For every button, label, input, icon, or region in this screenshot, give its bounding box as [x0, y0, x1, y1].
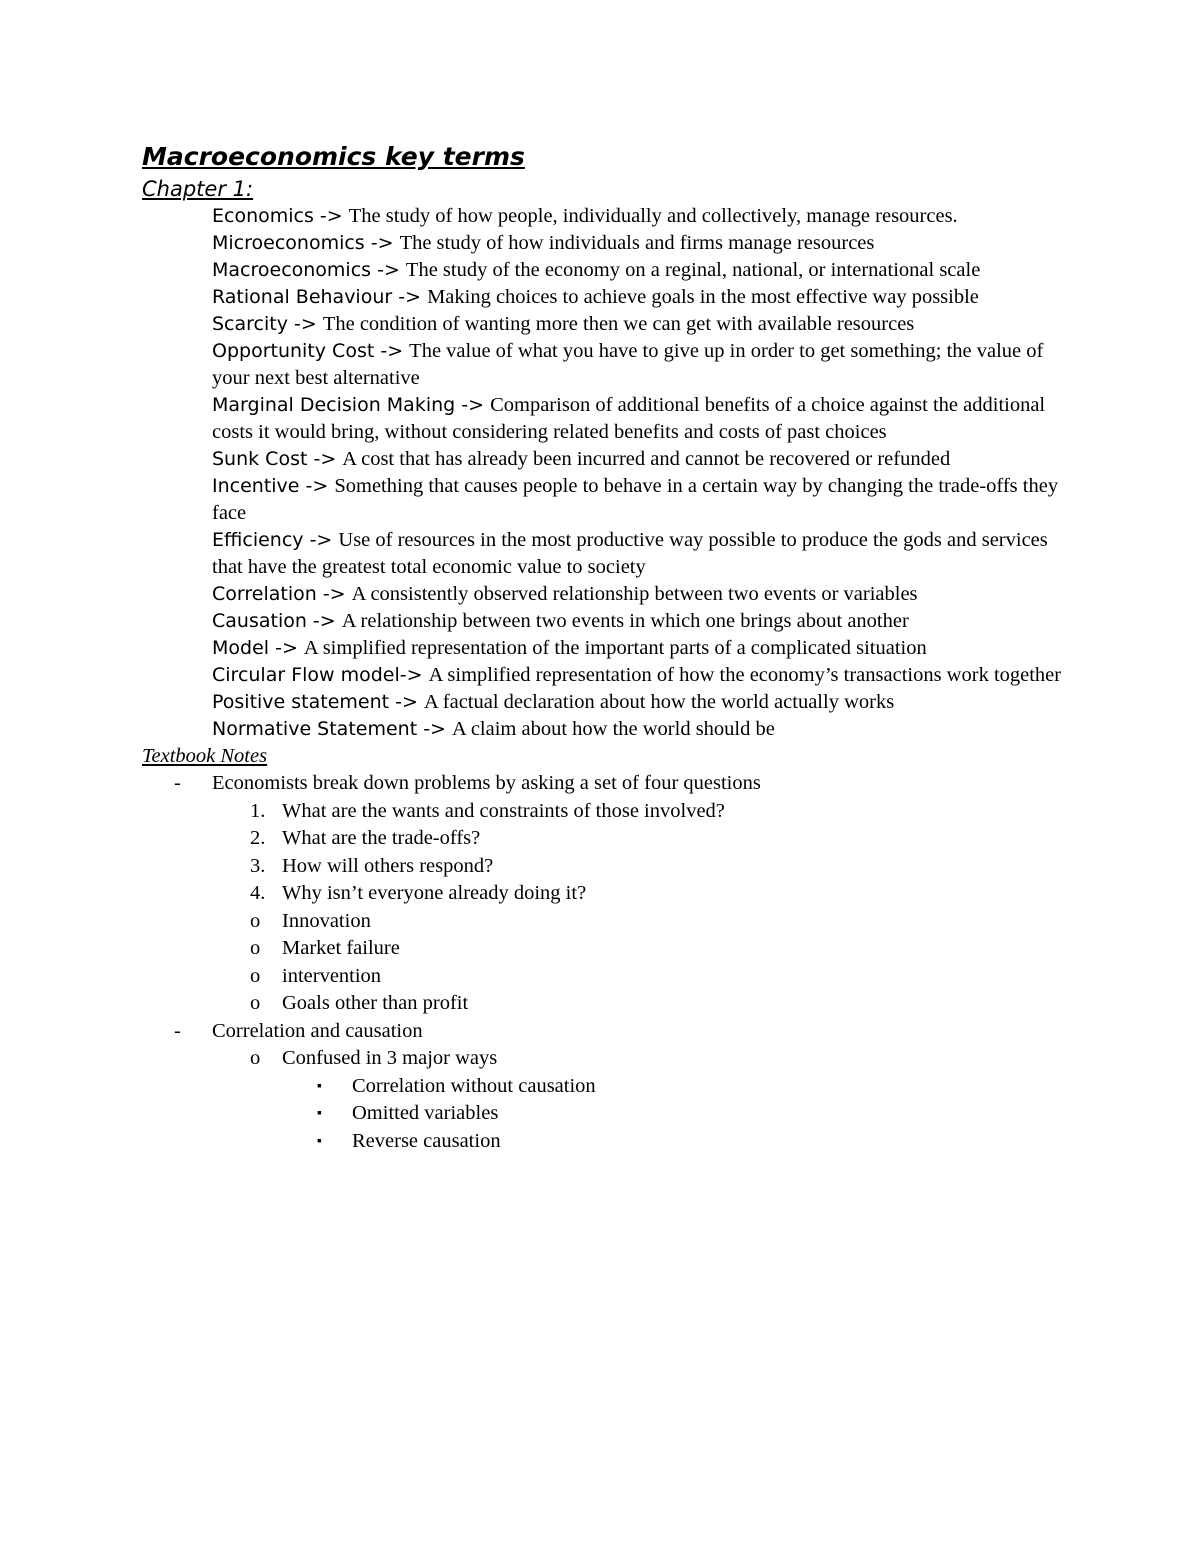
square-bullet: ▪	[317, 1078, 322, 1094]
document-title: Macroeconomics key terms	[142, 142, 525, 171]
term-entry	[212, 257, 1062, 284]
term-separator: ->	[307, 448, 343, 470]
term-entry	[212, 284, 1062, 311]
term-separator: ->	[364, 232, 400, 254]
numbered-item	[142, 825, 1062, 853]
dash-bullet: -	[174, 772, 181, 794]
list-item-text: Market failure	[282, 937, 400, 959]
term-definition: The study of how individuals and firms manage resources	[399, 232, 875, 254]
term-definition: A cost that has already been incurred and cannot be recovered or refunded	[342, 448, 951, 470]
term-definition: The study of the economy on a reginal, national, or international scale	[405, 259, 981, 281]
term-definition: Making choices to achieve goals in the most effective way possible	[427, 286, 979, 308]
textbook-notes-heading: Textbook Notes	[142, 745, 268, 767]
circle-bullet: o	[250, 937, 261, 959]
sub-sub-item	[142, 1100, 1062, 1128]
term-definition: The condition of wanting more then we can get with available resources	[322, 313, 915, 335]
term-separator: ->	[316, 583, 352, 605]
numbered-item	[142, 798, 1062, 826]
term-separator: ->	[287, 313, 323, 335]
term-name: Circular Flow model	[212, 664, 400, 686]
sub-sub-item	[142, 1073, 1062, 1101]
term-definition: A claim about how the world should be	[452, 718, 775, 740]
term-name: Efficiency	[212, 529, 304, 551]
sub-item	[142, 963, 1062, 991]
list-item-text: Innovation	[282, 909, 371, 932]
term-name: Correlation	[212, 583, 317, 605]
list-item	[142, 770, 1062, 798]
dash-bullet: -	[174, 1019, 181, 1042]
term-separator: ->	[299, 475, 335, 497]
term-separator: ->	[392, 286, 428, 308]
term-entry	[212, 716, 1062, 743]
sub-item	[142, 990, 1062, 1018]
term-entry	[212, 446, 1062, 473]
circle-bullet: o	[250, 909, 261, 932]
term-name: Rational Behaviour	[212, 286, 393, 308]
term-definition: The value of what you have to give up in order to get something; the value of your next best alternative	[212, 340, 1044, 389]
circle-bullet: o	[250, 1047, 261, 1069]
sub-item	[142, 1045, 1062, 1073]
document-content	[142, 138, 1062, 1155]
square-bullet: ▪	[317, 1133, 322, 1149]
term-separator: ->	[455, 394, 491, 416]
circle-bullet: o	[250, 964, 261, 987]
item-number: 3.	[250, 854, 266, 877]
list-item-text: Confused in 3 major ways	[282, 1047, 498, 1069]
term-definition: The study of how people, individually and collectively, manage resources.	[348, 205, 958, 227]
list-item-text: Omitted variables	[352, 1102, 499, 1124]
item-number: 1.	[250, 799, 266, 822]
term-name: Positive statement	[212, 691, 390, 713]
term-separator: ->	[399, 664, 429, 686]
term-entry	[212, 311, 1062, 338]
term-name: Incentive	[212, 475, 300, 497]
term-entry	[212, 662, 1062, 689]
term-name: Opportunity Cost	[212, 340, 375, 362]
item-number: 2.	[250, 827, 266, 849]
term-definition: A relationship between two events in which one brings about another	[341, 610, 909, 632]
term-name: Normative Statement	[212, 718, 418, 740]
term-name: Sunk Cost	[212, 448, 308, 470]
list-item-text: Reverse causation	[352, 1129, 501, 1152]
numbered-item	[142, 853, 1062, 881]
sub-sub-item	[142, 1128, 1062, 1156]
square-bullet: ▪	[317, 1106, 322, 1121]
term-entry	[212, 581, 1062, 608]
term-separator: ->	[417, 718, 453, 740]
term-entry	[212, 635, 1062, 662]
list-item-text: What are the wants and constraints of those involved?	[282, 799, 725, 822]
term-name: Causation	[212, 610, 307, 632]
term-name: Economics	[212, 205, 314, 227]
term-separator: ->	[303, 529, 339, 551]
term-separator: ->	[374, 340, 410, 362]
term-entry	[212, 608, 1062, 635]
term-separator: ->	[269, 637, 304, 659]
term-definition: A factual declaration about how the world actually works	[423, 691, 895, 713]
term-entry	[212, 203, 1062, 230]
term-separator: ->	[306, 610, 342, 632]
term-name: Macroeconomics	[212, 259, 372, 281]
term-entry	[212, 689, 1062, 716]
term-separator: ->	[371, 259, 406, 281]
sub-item	[142, 908, 1062, 936]
term-definition: Something that causes people to behave in a certain way by changing the trade-offs they face	[212, 475, 1059, 524]
list-item-text: What are the trade-offs?	[282, 827, 481, 849]
list-item	[142, 1018, 1062, 1046]
term-name: Microeconomics	[212, 232, 365, 254]
list-item-text: Goals other than profit	[282, 992, 469, 1014]
term-entry	[212, 338, 1062, 392]
term-definition: A consistently observed relationship between two events or variables	[351, 583, 918, 605]
numbered-item	[142, 880, 1062, 908]
term-entry	[212, 473, 1062, 527]
term-definition: A simplified representation of the important parts of a complicated situation	[303, 637, 927, 659]
term-separator: ->	[389, 691, 424, 713]
term-definition: Comparison of additional benefits of a choice against the additional costs it would bring, without considering related benefits and costs of past choices	[212, 394, 1046, 443]
list-item-text: Correlation without causation	[352, 1074, 596, 1097]
list-item-text: Economists break down problems by asking a set of four questions	[212, 772, 761, 794]
list-item-text: How will others respond?	[282, 854, 494, 877]
sub-item	[142, 935, 1062, 963]
term-definition: A simplified representation of how the economy’s transactions work together	[428, 664, 1062, 686]
item-number: 4.	[250, 882, 266, 904]
chapter-heading: Chapter 1:	[142, 177, 254, 201]
list-item-text: Correlation and causation	[212, 1019, 423, 1042]
circle-bullet: o	[250, 992, 261, 1014]
term-name: Model	[212, 637, 270, 659]
term-definition: Use of resources in the most productive way possible to produce the gods and services that have the greatest total economic value to society	[212, 529, 1048, 578]
term-entry	[212, 392, 1062, 446]
term-entry	[212, 230, 1062, 257]
key-terms-list	[212, 203, 1062, 743]
term-separator: ->	[313, 205, 349, 227]
term-name: Marginal Decision Making	[212, 394, 456, 416]
term-entry	[212, 527, 1062, 581]
textbook-notes-list	[142, 770, 1062, 1155]
list-item-text: intervention	[282, 964, 382, 987]
list-item-text: Why isn’t everyone already doing it?	[282, 882, 587, 904]
term-name: Scarcity	[212, 313, 288, 335]
